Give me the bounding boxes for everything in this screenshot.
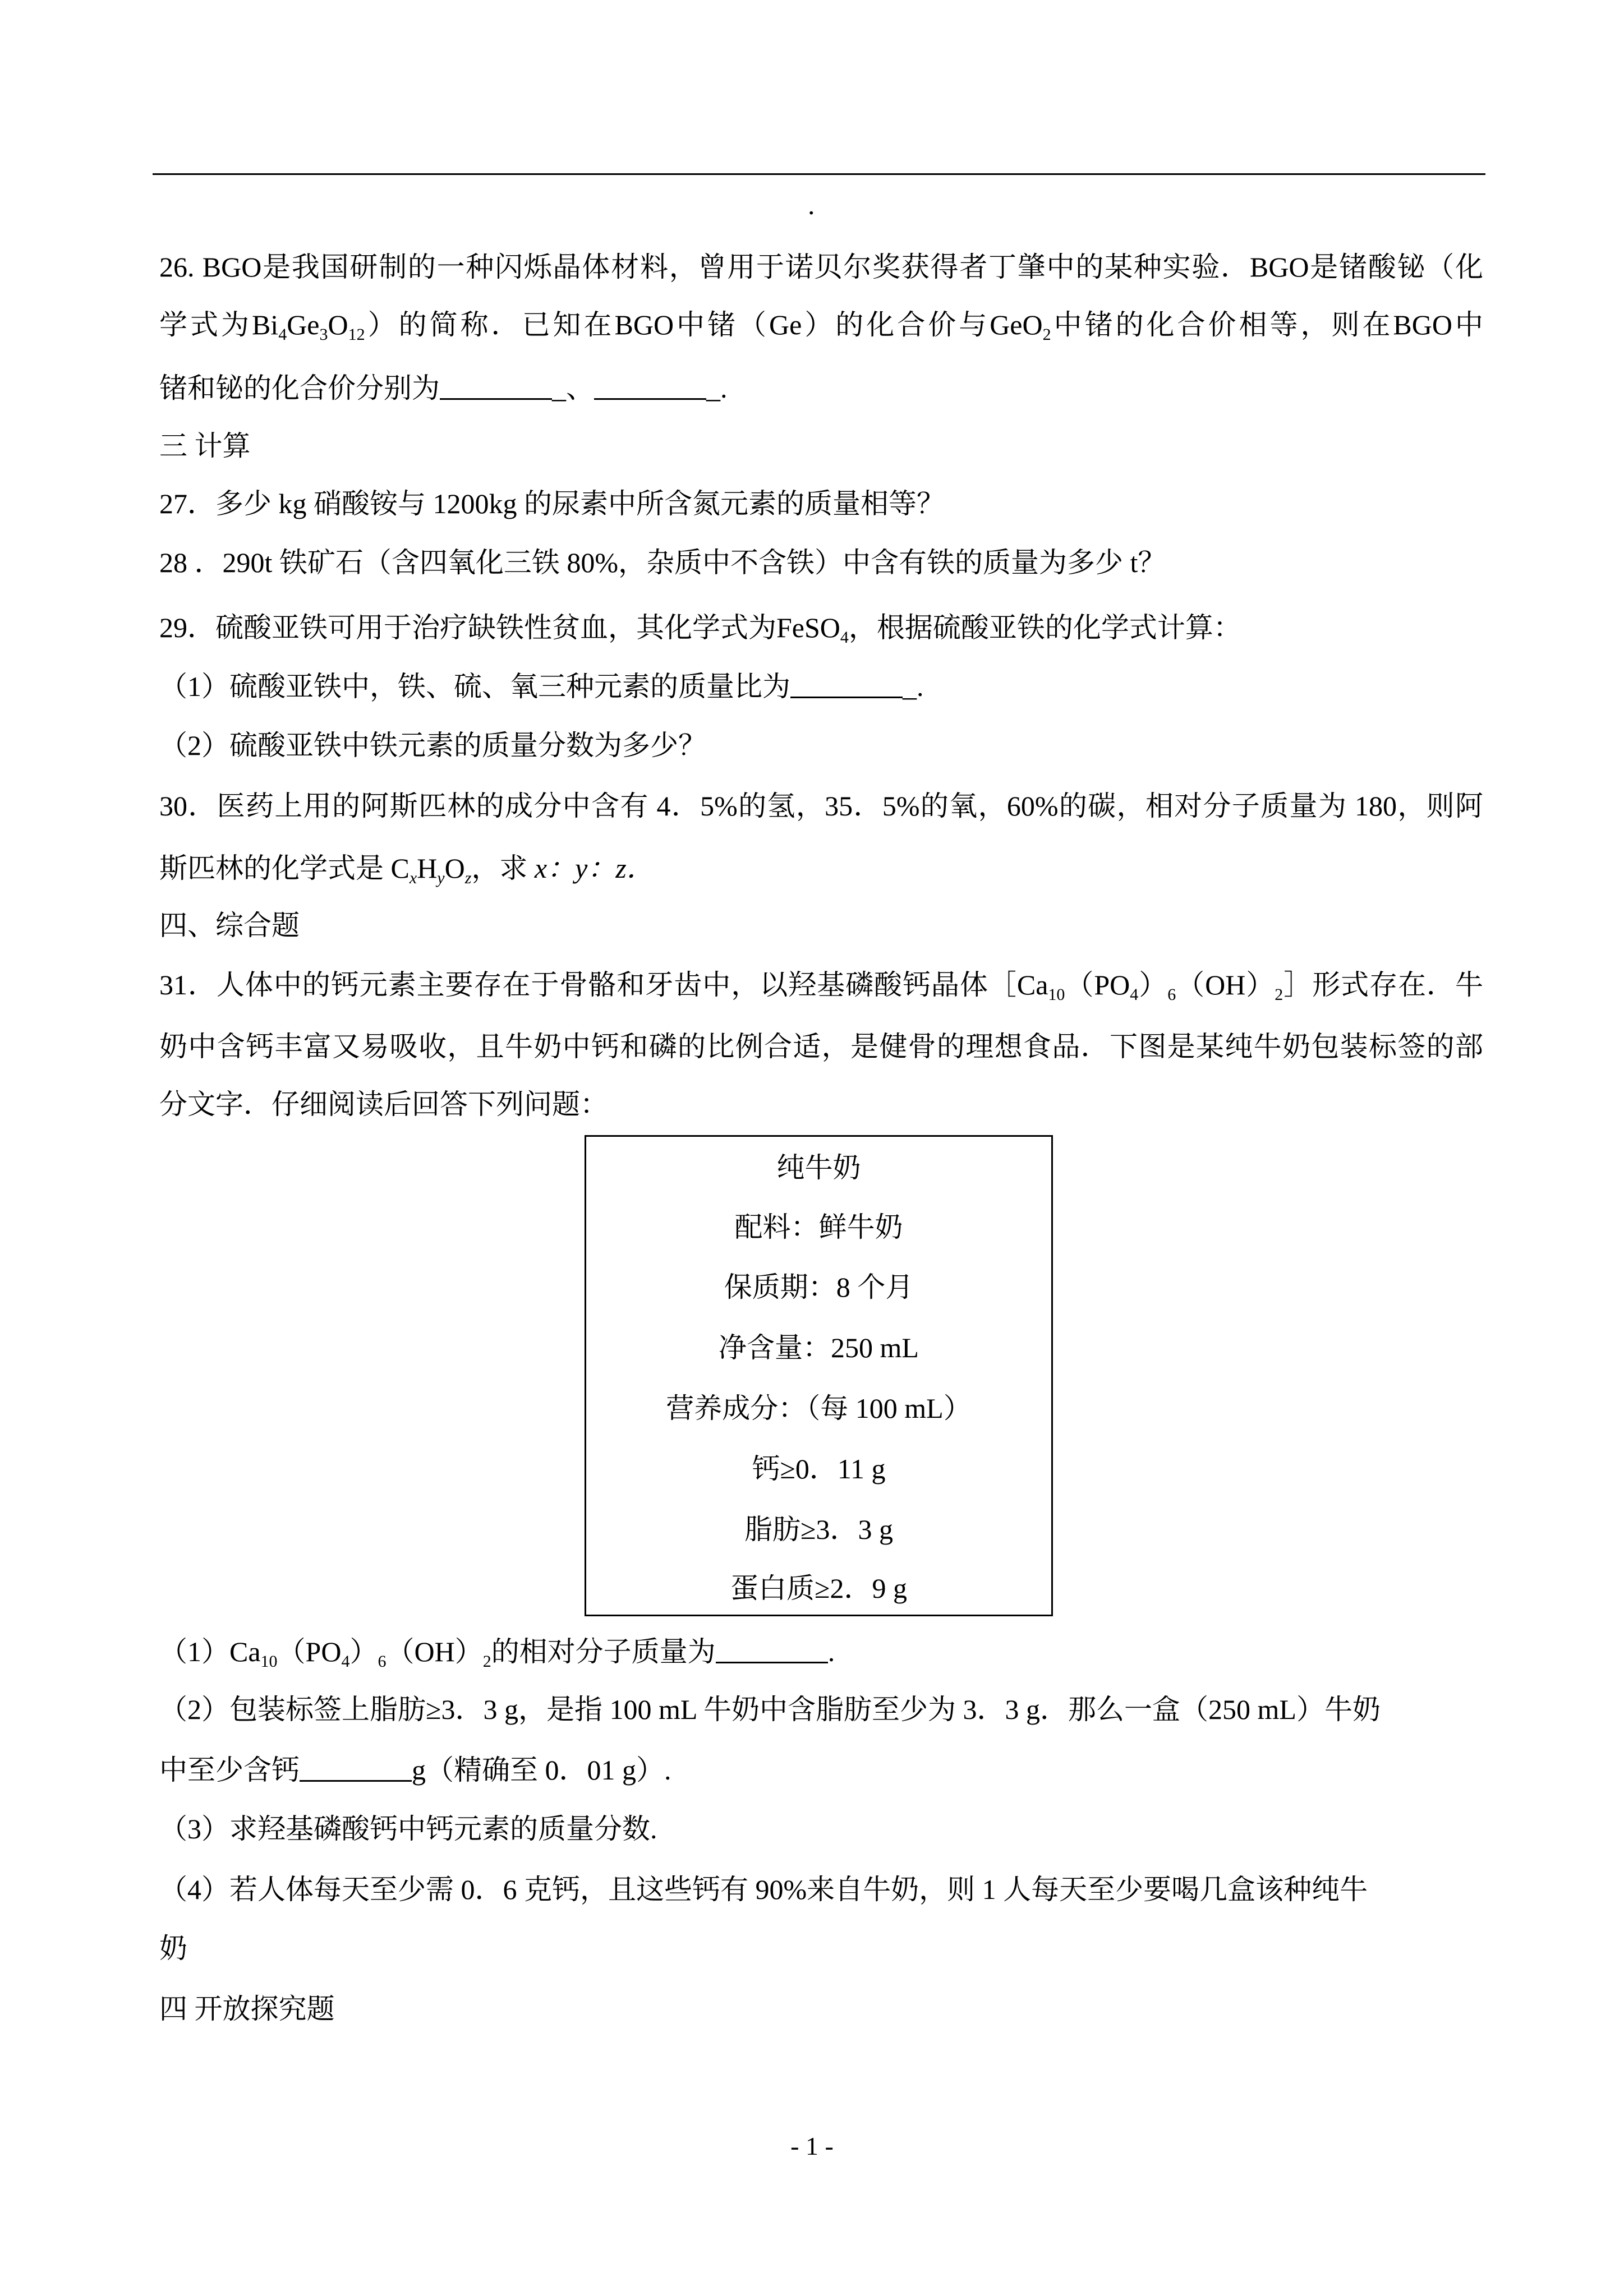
label-line: 蛋白质≥2．9 g (730, 1573, 907, 1604)
q31-part3: （3）求羟基磷酸钙中钙元素的质量分数. (159, 1813, 657, 1845)
answer-blank (790, 671, 903, 698)
q26-line2: 学式为$Bi_4Ge_3O_{12}$）的简称．已知在BGO中锗（Ge）的化合价与GeO$_2$中锗的化合价相等，则在BGO中 (159, 309, 1483, 344)
q31-part2-line1: （2）包装标签上脂肪≥3．3 g，是指 100 mL 牛奶中含脂肪至少为 3．3 g．那么一盒（250 mL）牛奶 (159, 1694, 1381, 1725)
answer-blank (716, 1636, 828, 1663)
label-line: 配料：鲜牛奶 (734, 1211, 903, 1243)
q29-part2: （2）硫酸亚铁中铁元素的质量分数为多少？ (159, 730, 706, 761)
page-number: - 1 - (790, 2132, 834, 2160)
q29-line1: 29．硫酸亚铁可用于治疗缺铁性贫血，其化学式为FeSO$_4$，根据硫酸亚铁的化学式计算： (159, 612, 1241, 647)
q31-part2-line2: 中至少含钙 g（精确至 0．01 g）. (159, 1754, 671, 1786)
answer-blank (440, 372, 552, 400)
q31-line2: 奶中含钙丰富又易吸收，且牛奶中钙和磷的比例合适，是健骨的理想食品．下图是某纯牛奶包装标签的部 (159, 1031, 1483, 1062)
label-line: 保质期：8 个月 (724, 1271, 914, 1303)
milk-label-box (585, 1135, 1053, 1616)
header-dot: . (808, 189, 815, 220)
q31-line1: 31．人体中的钙元素主要存在于骨骼和牙齿中，以羟基磷酸钙晶体$[Ca_{10}(PO_4)_6(OH)_2]$形式存在．牛 (159, 969, 1484, 1004)
section-heading: 三 计算 (159, 430, 251, 462)
q31-part1: $(1)Ca_{10}(PO_4)_6(OH)_2$的相对分子质量为 . (159, 1636, 835, 1671)
q28: 28 ．290t 铁矿石（含四氧化三铁 80%，杂质中不含铁）中含有铁的质量为多少 t？ (159, 547, 1166, 578)
section-heading: 四 开放探究题 (159, 1993, 335, 2025)
label-line: 脂肪≥3．3 g (744, 1514, 893, 1545)
answer-blank (594, 372, 706, 400)
label-line: 钙≥0．11 g (752, 1453, 886, 1484)
q29-part1: （1）硫酸亚铁中，铁、硫、氧三种元素的质量比为 _. (159, 671, 924, 702)
q27: 27．多少 kg 硝酸铵与 1200kg 的尿素中所含氮元素的质量相等？ (159, 488, 945, 519)
answer-blank (300, 1754, 412, 1782)
q31-part4-line2: 奶 (159, 1933, 187, 1964)
label-line: 营养成分：（每 100 mL） (666, 1393, 972, 1424)
label-line: 纯牛奶 (776, 1152, 861, 1183)
q26-line1: 26. BGO是我国研制的一种闪烁晶体材料，曾用于诺贝尔奖获得者丁肇中的某种实验．BGO是锗酸铋（化 (159, 251, 1483, 283)
q31-part4-line1: （4）若人体每天至少需 0．6 克钙，且这些钙有 90%来自牛奶，则 1 人每天至少要喝几盒该种纯牛 (159, 1874, 1368, 1905)
q26-line3: 锗和铋的化合价分别为 _、 _. (159, 372, 728, 404)
q31-line3: 分文字．仔细阅读后回答下列问题： (159, 1089, 608, 1120)
section-heading: 四、综合题 (159, 910, 300, 941)
label-line: 净含量：250 mL (719, 1332, 919, 1363)
q30-line1: 30．医药上用的阿斯匹林的成分中含有 4．5%的氢，35．5%的氧，60%的碳，相对分子质量为 180，则阿 (159, 790, 1483, 822)
q30-line2: 斯匹林的化学式是 $C_xH_yO_z$，求 x：y：z． (159, 852, 655, 887)
header-rule (153, 173, 1485, 175)
